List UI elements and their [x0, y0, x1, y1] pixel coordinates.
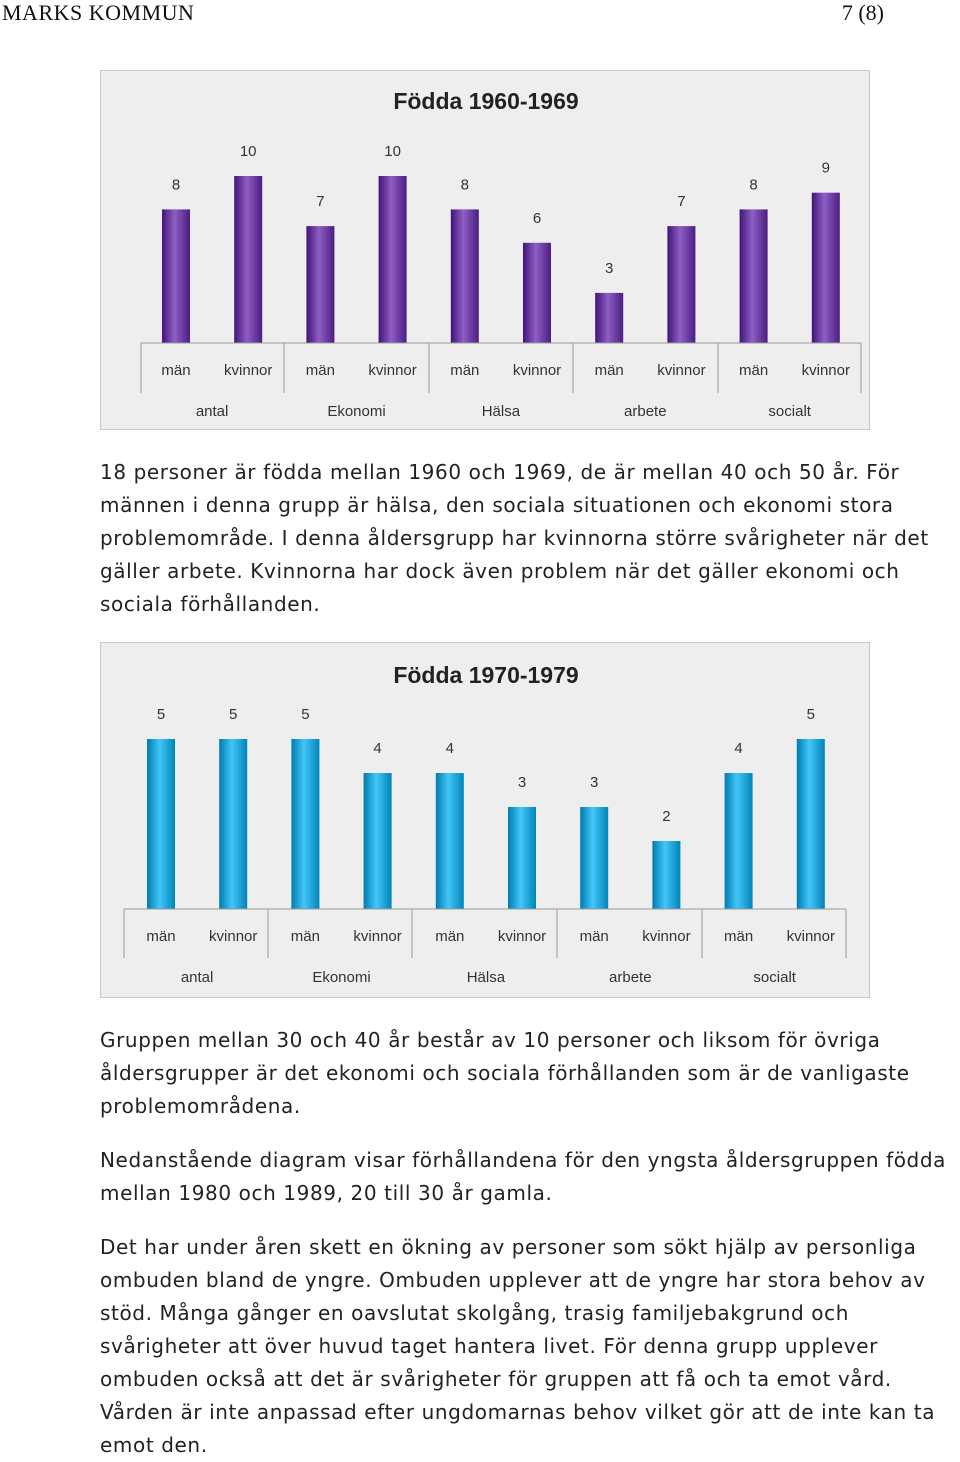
data-label: 6 [532, 209, 542, 227]
x-tick-label: kvinnor [497, 928, 547, 945]
x-group-label: Ekonomi [312, 969, 371, 986]
x-tick-label: kvinnor [786, 928, 835, 945]
x-group-label: Hälsa [481, 403, 521, 420]
x-tick-label: män [450, 362, 480, 379]
x-tick-label: kvinnor [368, 362, 417, 379]
bar-socialt-män [725, 773, 753, 909]
bar-socialt-kvinnor [797, 739, 825, 909]
chart-title: Födda 1970-1979 [393, 662, 579, 688]
paragraph-1960-1969: 18 personer är födda mellan 1960 och 1969, de är mellan 40 och 50 år. För männen i denna grupp är hälsa, den sociala situationen och ekonomi stora problemområde. I denna åldersgrupp har kvinnorna större svårigheter när det gäller arbete. Kvinnorna har dock även problem när det gäller ekonomi och sociala förhållanden. [100, 460, 929, 616]
data-label: 2 [662, 808, 671, 825]
x-tick-label: kvinnor [657, 362, 706, 379]
x-tick-label: män [579, 928, 609, 945]
page-header [0, 0, 960, 28]
bar-arbete-män [580, 807, 608, 909]
bar-hälsa-kvinnor [523, 243, 551, 343]
bar-antal-kvinnor [219, 739, 247, 909]
data-label: 5 [301, 706, 310, 723]
data-label: 4 [734, 740, 743, 757]
bar-hälsa-män [436, 773, 464, 909]
x-tick-label: män [435, 928, 465, 945]
data-label: 9 [821, 159, 830, 177]
x-tick-label: män [146, 928, 176, 945]
x-group-label: socialt [768, 403, 811, 420]
x-group-label: Ekonomi [327, 403, 386, 420]
bar-antal-män [162, 209, 190, 343]
chart-svg [101, 643, 871, 999]
data-label: 8 [749, 176, 758, 194]
data-label: 4 [445, 740, 454, 757]
x-tick-label: kvinnor [209, 928, 258, 945]
x-tick-label: män [739, 362, 769, 379]
page-number: 7 (8) [841, 0, 884, 25]
chart-svg [101, 71, 871, 431]
bar-ekonomi-män [291, 739, 319, 909]
data-label: 7 [316, 193, 325, 211]
x-tick-label: män [290, 928, 320, 945]
x-tick-label: kvinnor [642, 928, 691, 945]
data-label: 5 [156, 706, 166, 723]
bar-hälsa-män [451, 209, 479, 343]
bar-antal-kvinnor [234, 176, 262, 343]
data-label: 3 [590, 774, 599, 791]
bar-arbete-kvinnor [667, 226, 695, 343]
data-label: 8 [460, 176, 469, 194]
data-label: 10 [384, 143, 401, 160]
x-tick-label: kvinnor [801, 362, 850, 379]
bar-socialt-män [740, 209, 768, 343]
x-tick-label: män [305, 362, 335, 379]
x-group-label: arbete [624, 403, 667, 420]
x-tick-label: män [161, 362, 191, 379]
data-label: 8 [171, 176, 181, 194]
data-label: 10 [239, 143, 257, 160]
x-tick-label: män [594, 362, 624, 379]
x-group-label: antal [180, 969, 214, 986]
data-label: 3 [605, 259, 614, 277]
x-tick-label: kvinnor [512, 362, 562, 379]
bar-socialt-kvinnor [812, 193, 840, 343]
chart-fodda-1960-1969 [100, 70, 870, 430]
x-group-label: socialt [753, 969, 796, 986]
paragraph-intro-1980-1989: Nedanstående diagram visar förhållandena för den yngsta åldersgruppen födda mellan 1980 och 1989, 20 till 30 år gamla. [100, 1148, 947, 1205]
data-label: 3 [517, 774, 527, 791]
data-label: 5 [229, 706, 238, 723]
bar-hälsa-kvinnor [508, 807, 536, 909]
x-tick-label: män [724, 928, 754, 945]
bar-ekonomi-kvinnor [379, 176, 407, 343]
data-label: 5 [806, 706, 815, 723]
paragraph-young-group: Det har under åren skett en ökning av personer som sökt hjälp av personliga ombuden bland de yngre. Ombuden upplever att de yngre har stora behov av stöd. Många gånger en oavslutat skolgång, trasig familjebakgrund och svårigheter att över huvud taget hantera livet. För denna grupp upplever ombuden också att det är svårigheter för gruppen att få och ta emot vård. Vården är inte anpassad efter ungdomarnas behov vilket gör att de inte kan ta emot den. [100, 1235, 936, 1457]
data-label: 7 [677, 193, 686, 211]
paragraph-1970-1979: Gruppen mellan 30 och 40 år består av 10 personer och liksom för övriga åldersgrupper är det ekonomi och sociala förhållanden som är de vanligaste problemområdena. [100, 1028, 910, 1118]
bar-ekonomi-män [306, 226, 334, 343]
municipality-name: MARKS KOMMUN [2, 0, 195, 25]
bar-antal-män [147, 739, 175, 909]
x-group-label: arbete [609, 969, 652, 986]
chart-fodda-1970-1979 [100, 642, 870, 998]
data-label: 4 [373, 740, 382, 757]
x-tick-label: kvinnor [353, 928, 402, 945]
x-group-label: antal [195, 403, 229, 420]
bar-arbete-kvinnor [652, 841, 680, 909]
bar-arbete-män [595, 293, 623, 343]
bar-ekonomi-kvinnor [364, 773, 392, 909]
x-tick-label: kvinnor [224, 362, 273, 379]
x-group-label: Hälsa [466, 969, 506, 986]
chart-title: Födda 1960-1969 [393, 88, 579, 114]
